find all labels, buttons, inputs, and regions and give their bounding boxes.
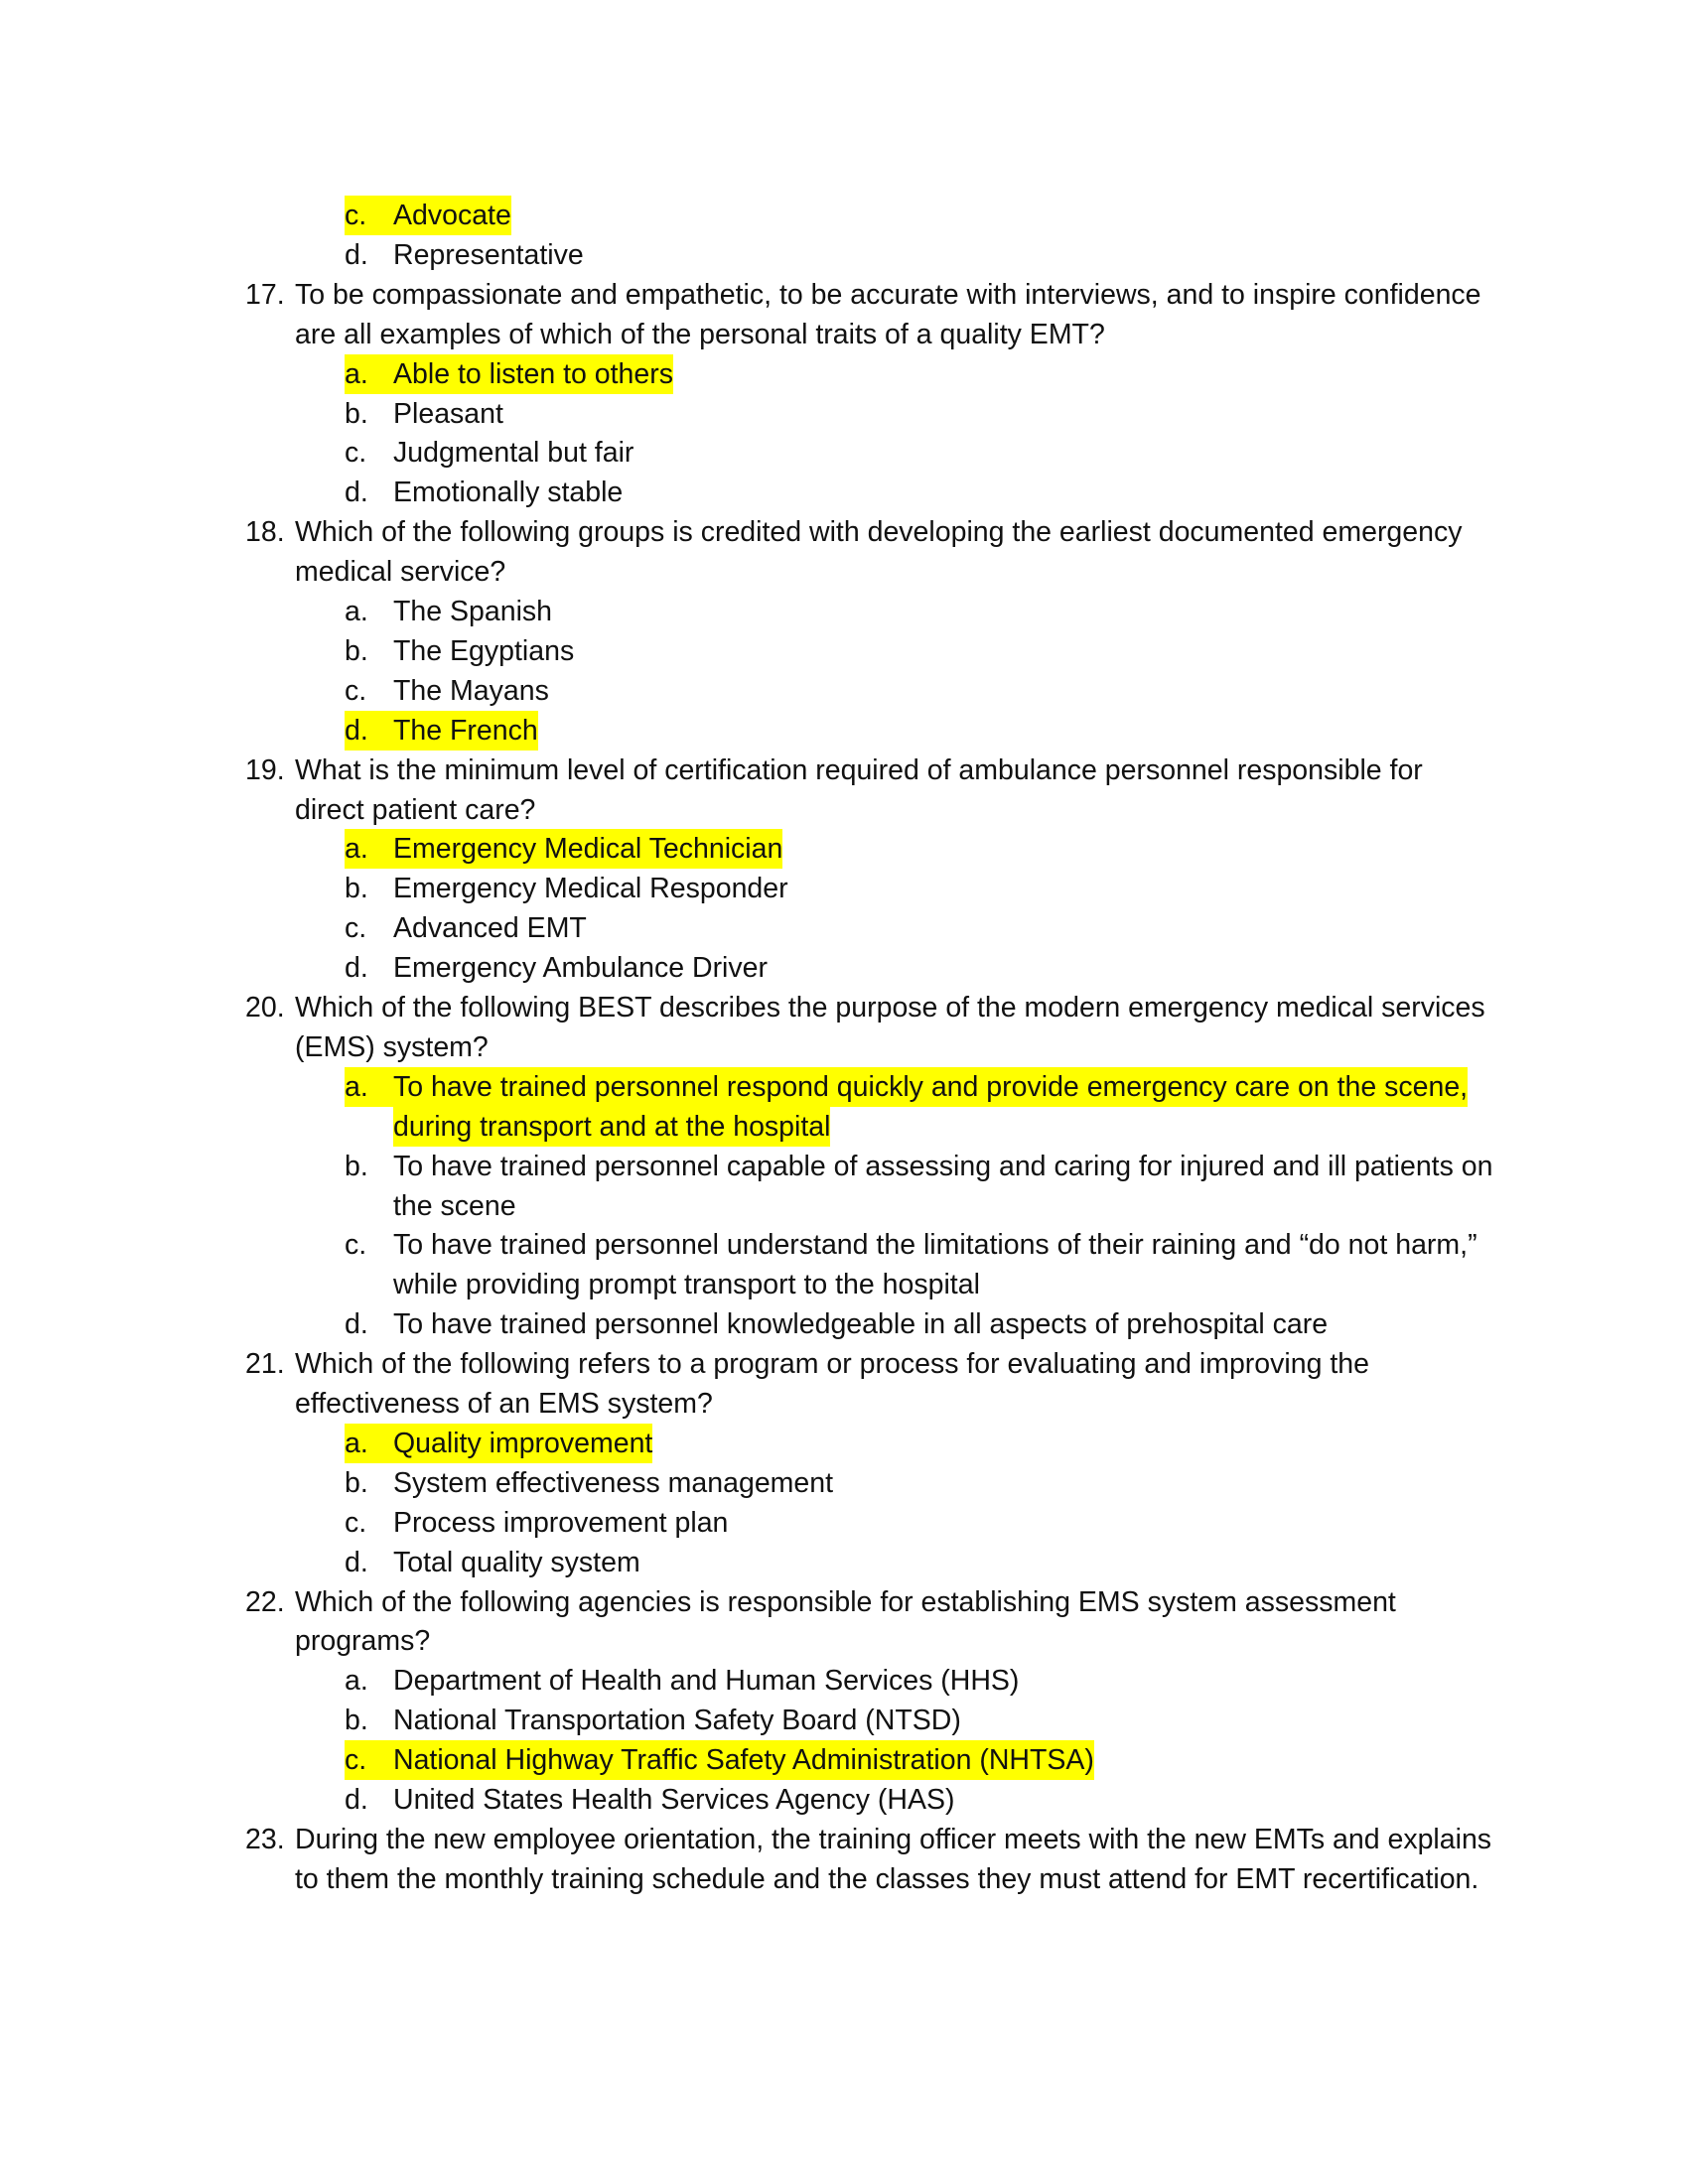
option-letter: c. <box>345 1506 367 1539</box>
question-number: 20. <box>245 992 285 1024</box>
option-text: To have trained personnel capable of assessing and caring for injured and ill patients on <box>393 1150 1493 1182</box>
question-number: 22. <box>245 1585 285 1618</box>
option-text: Judgmental but fair <box>393 437 634 470</box>
question-text-line: Which of the following refers to a program or process for evaluating and improving the <box>295 1348 1369 1381</box>
option-letter: d. <box>345 238 368 271</box>
question-number: 19. <box>245 753 285 786</box>
question-text-line: Which of the following agencies is responsible for establishing EMS system assessment <box>295 1585 1396 1618</box>
option-letter: b. <box>345 1705 368 1737</box>
option-letter: b. <box>345 634 368 667</box>
highlighted-answer-text: Emergency Medical Technician <box>393 829 782 869</box>
option-letter: c. <box>345 1740 395 1780</box>
question-text-line: During the new employee orientation, the training officer meets with the new EMTs and explains <box>295 1823 1492 1855</box>
question-text-line: direct patient care? <box>295 793 536 826</box>
option-text: National Transportation Safety Board (NTSD) <box>393 1705 961 1737</box>
question-text-line: To be compassionate and empathetic, to be accurate with interviews, and to inspire confidence <box>295 278 1481 311</box>
question-number: 17. <box>245 278 285 311</box>
option-text: Emergency Ambulance Driver <box>393 952 768 985</box>
option-letter: a. <box>345 829 397 869</box>
question-text-line: (EMS) system? <box>295 1030 489 1063</box>
option-letter: a. <box>345 1067 397 1107</box>
highlighted-answer-text: Able to listen to others <box>393 354 673 394</box>
option-letter: c. <box>345 196 395 235</box>
option-letter: d. <box>345 477 368 509</box>
option-letter: a. <box>345 1424 397 1463</box>
highlighted-answer-text: The French <box>393 711 538 751</box>
question-number: 23. <box>245 1823 285 1855</box>
highlighted-answer-text: National Highway Traffic Safety Administration (NHTSA) <box>393 1740 1094 1780</box>
option-text: To have trained personnel knowledgeable in all aspects of prehospital care <box>393 1308 1329 1341</box>
option-text: The Spanish <box>393 596 553 627</box>
highlighted-answer-text: Advocate <box>393 196 511 235</box>
option-text: United States Health Services Agency (HAS) <box>393 1784 955 1816</box>
option-text: System effectiveness management <box>393 1466 834 1499</box>
option-text: the scene <box>393 1189 516 1222</box>
option-text: Process improvement plan <box>393 1506 729 1539</box>
question-text-line: programs? <box>295 1625 431 1658</box>
option-letter: b. <box>345 873 368 905</box>
option-text: Emotionally stable <box>393 477 624 509</box>
option-text: The Mayans <box>393 674 549 707</box>
option-text: Representative <box>393 238 584 271</box>
question-text-line: What is the minimum level of certification required of ambulance personnel responsible for <box>295 753 1423 786</box>
option-text: Advanced EMT <box>393 912 587 945</box>
option-text: The Egyptians <box>393 634 575 667</box>
option-letter: b. <box>345 397 368 430</box>
option-text: Department of Health and Human Services (HHS) <box>393 1665 1020 1698</box>
option-text: To have trained personnel understand the limitations of their raining and “do not harm,” <box>393 1229 1477 1262</box>
question-number: 18. <box>245 516 285 549</box>
option-letter: a. <box>345 596 368 627</box>
option-letter: c. <box>345 912 367 945</box>
highlighted-answer-text: To have trained personnel respond quickly and provide emergency care on the scene, <box>393 1067 1468 1107</box>
option-letter: c. <box>345 1229 367 1262</box>
question-text-line: Which of the following BEST describes the purpose of the modern emergency medical services <box>295 992 1485 1024</box>
question-text-line: to them the monthly training schedule and the classes they must attend for EMT recertification. <box>295 1862 1479 1895</box>
highlighted-answer-text: Quality improvement <box>393 1424 652 1463</box>
option-letter: a. <box>345 1665 368 1698</box>
option-letter: c. <box>345 674 367 707</box>
option-letter: a. <box>345 354 397 394</box>
question-number: 21. <box>245 1348 285 1381</box>
option-letter: b. <box>345 1150 368 1182</box>
highlighted-answer-text: during transport and at the hospital <box>393 1107 830 1147</box>
question-text-line: are all examples of which of the personal traits of a quality EMT? <box>295 318 1105 350</box>
option-letter: d. <box>345 1308 368 1341</box>
question-text-line: effectiveness of an EMS system? <box>295 1388 713 1420</box>
option-text: Emergency Medical Responder <box>393 873 788 905</box>
question-text-line: Which of the following groups is credited with developing the earliest documented emergency <box>295 516 1463 549</box>
option-letter: d. <box>345 1784 368 1816</box>
option-text: while providing prompt transport to the hospital <box>393 1269 980 1301</box>
question-text-line: medical service? <box>295 556 506 589</box>
option-text: Pleasant <box>393 397 503 430</box>
option-letter: c. <box>345 437 367 470</box>
option-letter: b. <box>345 1466 368 1499</box>
option-letter: d. <box>345 952 368 985</box>
option-letter: d. <box>345 711 397 751</box>
option-letter: d. <box>345 1546 368 1578</box>
option-text: Total quality system <box>393 1546 640 1578</box>
